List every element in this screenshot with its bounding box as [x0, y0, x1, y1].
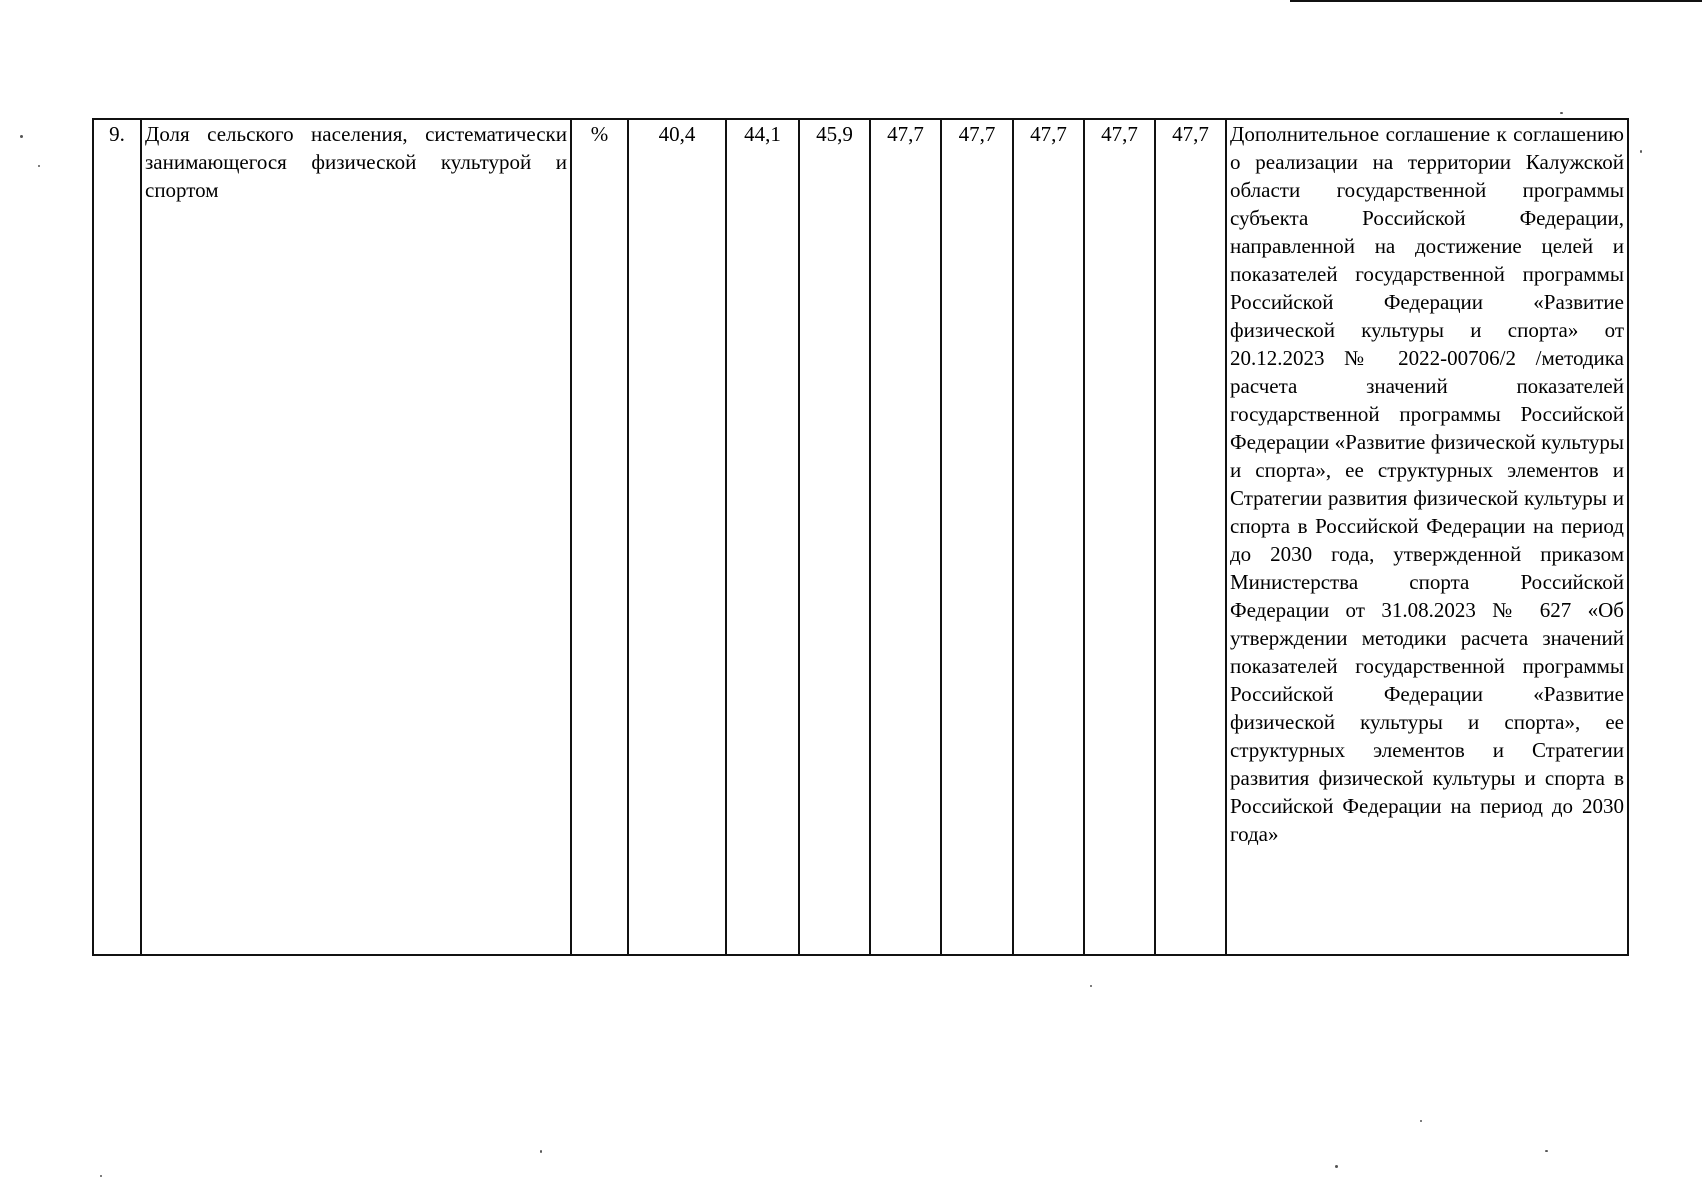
scan-speck: [1560, 112, 1563, 114]
row-number: 9.: [93, 119, 141, 955]
scan-speck: [1545, 1150, 1548, 1152]
value-cell-5: 47,7: [941, 119, 1013, 955]
value-cell-3: 45,9: [799, 119, 870, 955]
scan-speck: [1090, 985, 1092, 987]
value-cell-8: 47,7: [1155, 119, 1226, 955]
table-row: [93, 119, 1628, 955]
scan-speck: [20, 135, 23, 138]
scan-speck: [38, 165, 40, 167]
unit-cell: %: [571, 119, 628, 955]
value-cell-1: 40,4: [628, 119, 726, 955]
scan-speck: [1640, 150, 1642, 153]
scan-top-rule: [1290, 0, 1702, 2]
indicator-table: [92, 118, 1629, 956]
value-cell-6: 47,7: [1013, 119, 1084, 955]
scan-speck: [100, 1175, 102, 1177]
value-cell-2: 44,1: [726, 119, 799, 955]
value-cell-4: 47,7: [870, 119, 941, 955]
source-document: Дополнительное соглашение к соглашению о реализации на территории Калужской области государственной программы субъекта Российской Федерации, направленной на достижение целей и показателей государственной программы Российской Федерации «Развитие физической культуры и спорта» от 20.12.2023 № 2022-00706/2 /методика расчета значений показателей государственной программы Российской Федерации «Развитие физической культуры и спорта», ее структурных элементов и Стратегии развития физической культуры и спорта в Российской Федерации на период до 2030 года, утвержденной приказом Министерства спорта Российской Федерации от 31.08.2023 № 627 «Об утверждении методики расчета значений показателей государственной программы Российской Федерации «Развитие физической культуры и спорта», ее структурных элементов и Стратегии развития физической культуры и спорта в Российской Федерации на период до 2030 года»: [1226, 119, 1628, 955]
scan-speck: [1335, 1165, 1338, 1168]
value-cell-7: 47,7: [1084, 119, 1155, 955]
indicator-name: Доля сельского населения, систематически занимающегося физической культурой и спортом: [141, 119, 571, 955]
scan-speck: [540, 1150, 542, 1153]
scan-speck: [1420, 1120, 1422, 1122]
